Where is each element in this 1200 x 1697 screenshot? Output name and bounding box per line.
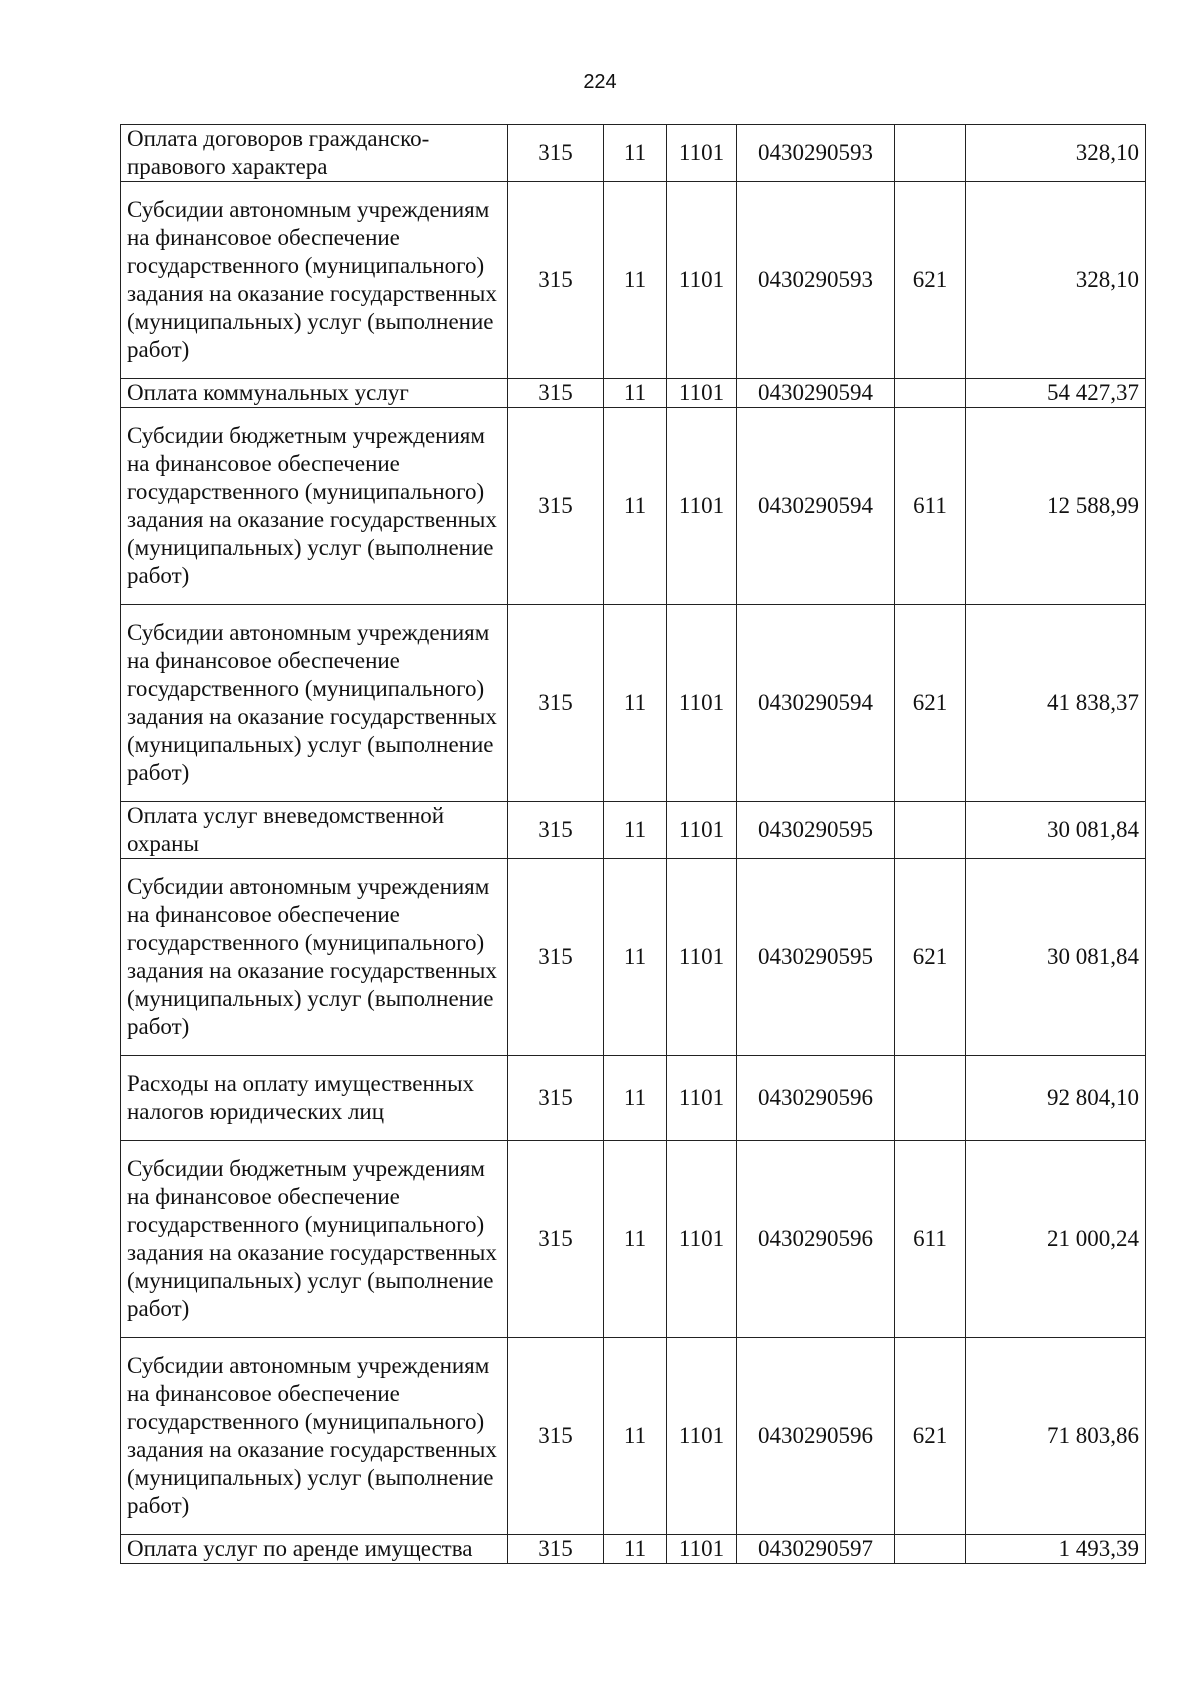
row-vr: 621 <box>895 182 966 379</box>
row-ved: 315 <box>508 182 604 379</box>
row-pr: 1101 <box>667 1338 737 1535</box>
row-sum: 71 803,86 <box>966 1338 1146 1535</box>
row-ved: 315 <box>508 379 604 408</box>
row-ved: 315 <box>508 1141 604 1338</box>
row-ved: 315 <box>508 1535 604 1564</box>
row-vr: 611 <box>895 1141 966 1338</box>
row-name: Оплата договоров гражданско-правового характера <box>121 125 508 182</box>
table-row <box>121 605 1146 802</box>
row-pr: 1101 <box>667 182 737 379</box>
row-vr: 621 <box>895 859 966 1056</box>
row-csr: 0430290593 <box>737 125 895 182</box>
table-row <box>121 802 1146 859</box>
row-name: Субсидии автономным учреждениям на финансовое обеспечение государственного (муниципального) задания на оказание государственных (муниципальных) услуг (выполнение работ) <box>121 605 508 802</box>
row-rz: 11 <box>604 1141 667 1338</box>
row-pr: 1101 <box>667 1141 737 1338</box>
row-csr: 0430290596 <box>737 1056 895 1141</box>
page-number: 224 <box>583 71 617 93</box>
row-sum: 328,10 <box>966 125 1146 182</box>
table-row <box>121 408 1146 605</box>
row-sum: 1 493,39 <box>966 1535 1146 1564</box>
row-sum: 30 081,84 <box>966 859 1146 1056</box>
row-rz: 11 <box>604 1338 667 1535</box>
row-ved: 315 <box>508 802 604 859</box>
row-rz: 11 <box>604 379 667 408</box>
row-vr <box>895 1535 966 1564</box>
row-name: Субсидии автономным учреждениям на финансовое обеспечение государственного (муниципального) задания на оказание государственных (муниципальных) услуг (выполнение работ) <box>121 1338 508 1535</box>
row-csr: 0430290596 <box>737 1141 895 1338</box>
row-pr: 1101 <box>667 1535 737 1564</box>
table-row <box>121 1141 1146 1338</box>
row-rz: 11 <box>604 1535 667 1564</box>
row-pr: 1101 <box>667 125 737 182</box>
row-sum: 12 588,99 <box>966 408 1146 605</box>
row-csr: 0430290597 <box>737 1535 895 1564</box>
row-rz: 11 <box>604 802 667 859</box>
row-name: Расходы на оплату имущественных налогов юридических лиц <box>121 1056 508 1141</box>
table-row <box>121 1338 1146 1535</box>
row-name: Оплата услуг по аренде имущества <box>121 1535 508 1564</box>
row-vr <box>895 379 966 408</box>
table-row <box>121 182 1146 379</box>
row-rz: 11 <box>604 859 667 1056</box>
table-row <box>121 1535 1146 1564</box>
row-pr: 1101 <box>667 605 737 802</box>
row-name: Субсидии бюджетным учреждениям на финансовое обеспечение государственного (муниципального) задания на оказание государственных (муниципальных) услуг (выполнение работ) <box>121 408 508 605</box>
row-name: Оплата коммунальных услуг <box>121 379 508 408</box>
table-row <box>121 125 1146 182</box>
row-vr: 621 <box>895 605 966 802</box>
row-sum: 41 838,37 <box>966 605 1146 802</box>
row-rz: 11 <box>604 182 667 379</box>
row-pr: 1101 <box>667 408 737 605</box>
row-csr: 0430290595 <box>737 802 895 859</box>
table-row <box>121 859 1146 1056</box>
row-pr: 1101 <box>667 1056 737 1141</box>
row-vr <box>895 125 966 182</box>
row-rz: 11 <box>604 408 667 605</box>
table-row <box>121 1056 1146 1141</box>
table-row <box>121 379 1146 408</box>
row-sum: 54 427,37 <box>966 379 1146 408</box>
row-vr <box>895 802 966 859</box>
budget-table <box>120 124 1146 1564</box>
row-sum: 92 804,10 <box>966 1056 1146 1141</box>
row-csr: 0430290594 <box>737 379 895 408</box>
row-sum: 30 081,84 <box>966 802 1146 859</box>
row-csr: 0430290595 <box>737 859 895 1056</box>
row-pr: 1101 <box>667 859 737 1056</box>
row-ved: 315 <box>508 1338 604 1535</box>
row-ved: 315 <box>508 408 604 605</box>
row-vr: 621 <box>895 1338 966 1535</box>
row-name: Субсидии бюджетным учреждениям на финансовое обеспечение государственного (муниципального) задания на оказание государственных (муниципальных) услуг (выполнение работ) <box>121 1141 508 1338</box>
row-csr: 0430290594 <box>737 408 895 605</box>
row-vr <box>895 1056 966 1141</box>
row-csr: 0430290596 <box>737 1338 895 1535</box>
row-sum: 21 000,24 <box>966 1141 1146 1338</box>
row-csr: 0430290594 <box>737 605 895 802</box>
row-ved: 315 <box>508 859 604 1056</box>
row-rz: 11 <box>604 605 667 802</box>
row-csr: 0430290593 <box>737 182 895 379</box>
row-ved: 315 <box>508 605 604 802</box>
row-ved: 315 <box>508 125 604 182</box>
row-pr: 1101 <box>667 802 737 859</box>
row-ved: 315 <box>508 1056 604 1141</box>
row-name: Субсидии автономным учреждениям на финансовое обеспечение государственного (муниципального) задания на оказание государственных (муниципальных) услуг (выполнение работ) <box>121 859 508 1056</box>
row-rz: 11 <box>604 1056 667 1141</box>
row-name: Субсидии автономным учреждениям на финансовое обеспечение государственного (муниципального) задания на оказание государственных (муниципальных) услуг (выполнение работ) <box>121 182 508 379</box>
row-pr: 1101 <box>667 379 737 408</box>
row-rz: 11 <box>604 125 667 182</box>
row-vr: 611 <box>895 408 966 605</box>
row-sum: 328,10 <box>966 182 1146 379</box>
row-name: Оплата услуг вневедомственной охраны <box>121 802 508 859</box>
